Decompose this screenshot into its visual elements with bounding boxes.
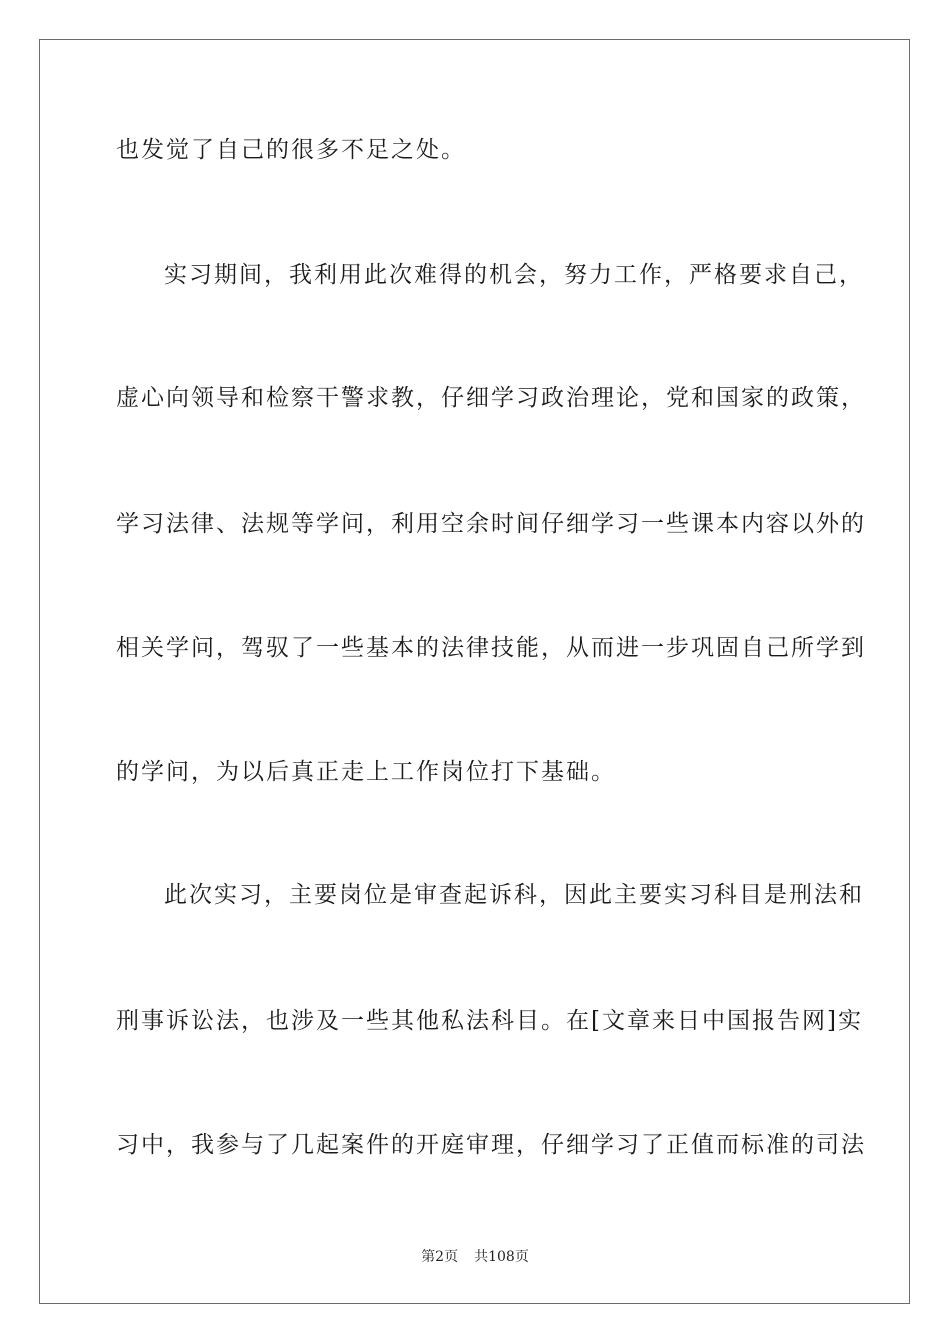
- text-line-9: 习中，我参与了几起案件的开庭审理，仔细学习了正值而标准的司法: [116, 1132, 866, 1158]
- page-footer: [0, 1248, 950, 1266]
- text-line-6: 的学问，为以后真正走上工作岗位打下基础。: [116, 759, 616, 785]
- page-border: [39, 39, 910, 1304]
- text-line-8: 刑事诉讼法，也涉及一些其他私法科目。在[文章来日中国报告网]实: [116, 1008, 863, 1034]
- text-line-4: 学习法律、法规等学问，利用空余时间仔细学习一些课本内容以外的: [116, 511, 866, 537]
- text-line-2: 实习期间，我利用此次难得的机会，努力工作，严格要求自己，: [164, 262, 864, 288]
- page-total: 共108页: [474, 1249, 529, 1265]
- text-line-3: 虚心向领导和检察干警求教，仔细学习政治理论，党和国家的政策，: [116, 385, 866, 411]
- page-number: 第2页: [421, 1249, 459, 1265]
- text-line-7: 此次实习，主要岗位是审查起诉科，因此主要实习科目是刑法和: [164, 882, 864, 908]
- text-line-1: 也发觉了自己的很多不足之处。: [116, 137, 466, 163]
- text-line-5: 相关学问，驾驭了一些基本的法律技能，从而进一步巩固自己所学到: [116, 635, 866, 661]
